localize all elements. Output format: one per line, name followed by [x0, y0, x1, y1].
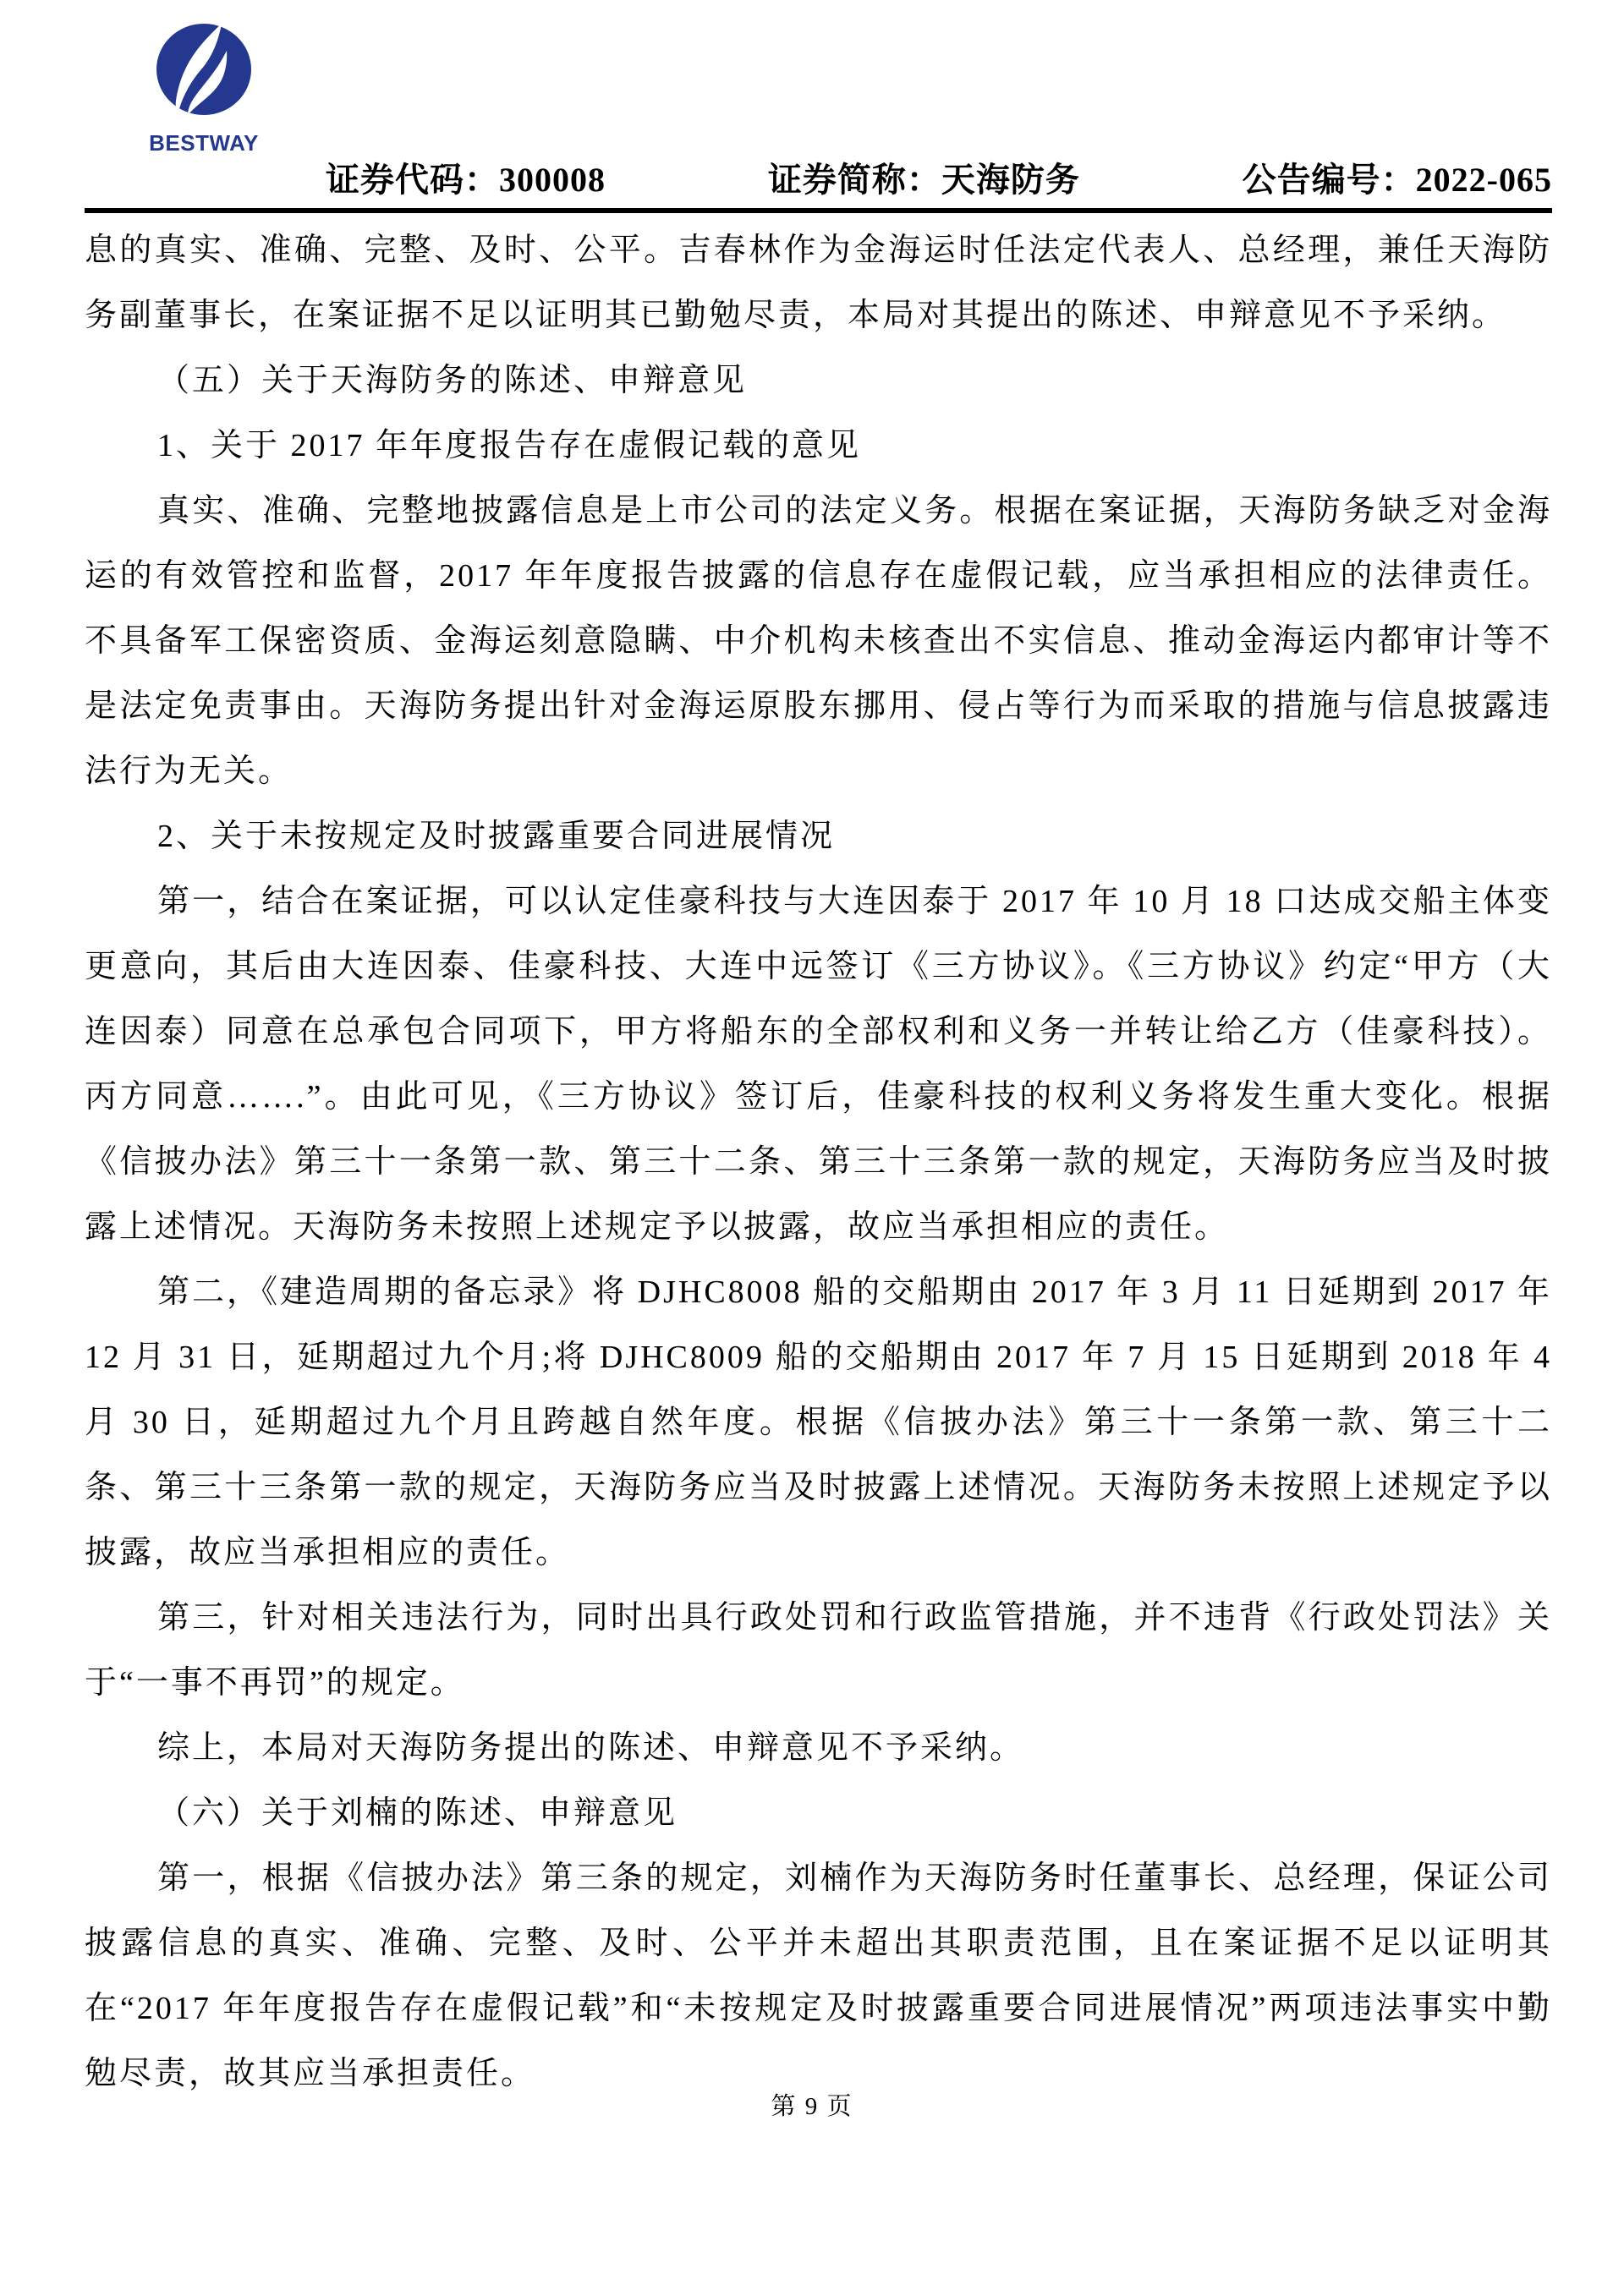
document-body [85, 218, 1552, 2107]
sub-heading: 2、关于未按规定及时披露重要合同进展情况 [157, 819, 836, 854]
paragraph: 综上，本局对天海防务提出的陈述、申辩意见不予采纳。 [157, 1730, 1025, 1766]
bestway-logo-icon [149, 22, 259, 157]
stock-code-label: 证券代码：300008 [326, 161, 606, 199]
document-header [85, 0, 1552, 213]
paragraph: 真实、准确、完整地披露信息是上市公司的法定义务。根据在案证据，天海防务缺乏对金海运的有效管控和监督，2017 年年度报告披露的信息存在虚假记载，应当承担相应的法律责任。不具备军工保密资质、金海运刻意隐瞒、中介机构未核查出不实信息、推动金海运内都审计等不是法定免责事由。天海防务提出针对金海运原股东挪用、侵占等行为而采取的措施与信息披露违法行为无关。 [85, 493, 1552, 789]
page-number: 第 9 页 [771, 2093, 853, 2120]
company-logo [125, 22, 282, 157]
header-labels [326, 153, 1552, 201]
paragraph: 息的真实、准确、完整、及时、公平。吉春林作为金海运时任法定代表人、总经理，兼任天海防务副董事长，在案证据不足以证明其已勤勉尽责，本局对其提出的陈述、申辩意见不予采纳。 [85, 233, 1552, 333]
bestway-logo-text: BESTWAY [148, 130, 259, 156]
stock-name-label: 证券简称：天海防务 [767, 161, 1080, 199]
paragraph: 第一，结合在案证据，可以认定佳豪科技与大连因泰于 2017 年 10 月 18 口达成交船主体变更意向，其后由大连因泰、佳豪科技、大连中远签订《三方协议》。《三方协议》约定“甲方（大连因泰）同意在总承包合同项下，甲方将船东的全部权利和义务一并转让给乙方（佳豪科技）。丙方同意…….”。由此可见，《三方协议》签订后，佳豪科技的权利义务将发生重大变化。根据《信披办法》第三十一条第一款、第三十二条、第三十三条第一款的规定，天海防务应当及时披露上述情况。天海防务未按照上述规定予以披露，故应当承担相应的责任。 [85, 884, 1552, 1245]
paragraph: 第三，针对相关违法行为，同时出具行政处罚和行政监管措施，并不违背《行政处罚法》关于“一事不再罚”的规定。 [85, 1600, 1552, 1701]
sub-heading: 1、关于 2017 年年度报告存在虚假记载的意见 [157, 428, 862, 463]
announcement-number-label: 公告编号：2022-065 [1242, 161, 1552, 199]
section-heading: （六）关于刘楠的陈述、申辩意见 [157, 1795, 678, 1831]
paragraph: 第二，《建造周期的备忘录》将 DJHC8008 船的交船期由 2017 年 3 月 11 日延期到 2017 年 12 月 31 日，延期超过九个月;将 DJHC8009 船的交船期由 2017 年 7 月 15 日延期到 2018 年 4 月 30 日，延期超过九个月且跨越自然年度。根据《信披办法》第三十一条第一款、第三十二条、第三十三条第一款的规定，天海防务应当及时披露上述情况。天海防务未按照上述规定予以披露，故应当承担相应的责任。 [85, 1274, 1552, 1570]
section-heading: （五）关于天海防务的陈述、申辩意见 [157, 363, 748, 398]
paragraph: 第一，根据《信披办法》第三条的规定，刘楠作为天海防务时任董事长、总经理，保证公司披露信息的真实、准确、完整、及时、公平并未超出其职责范围，且在案证据不足以证明其在“2017 年年度报告存在虚假记载”和“未按规定及时披露重要合同进展情况”两项违法事实中勤勉尽责，故其应当承担责任。 [85, 1860, 1552, 2091]
